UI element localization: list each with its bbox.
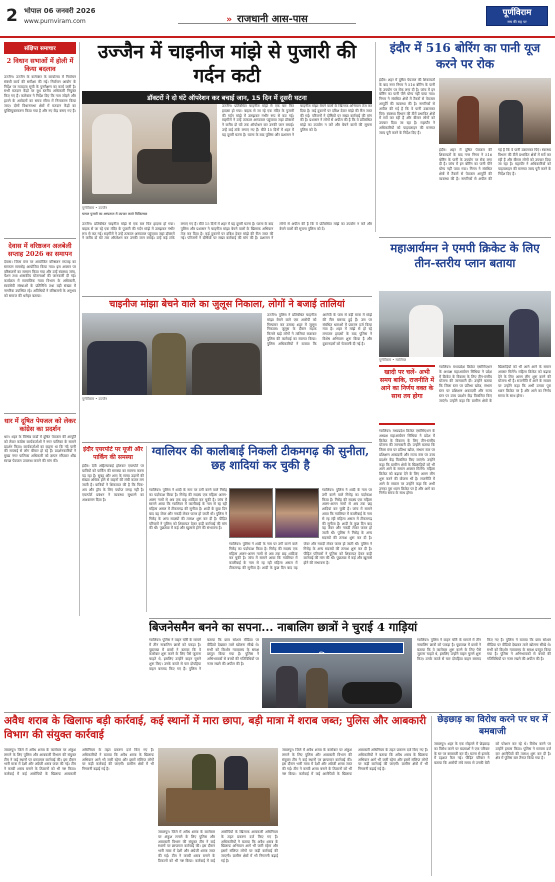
robbery-headline: बिजनेसमैन बनने का सपना... नाबालिग छात्रों ने चुराई 4 गाड़ियां bbox=[149, 620, 418, 634]
sidebar-headline: धार में दूषित पेयजल को लेकर कांग्रेस का प्रदर्शन bbox=[4, 417, 76, 433]
photo-credit: पूर्णविराम • ग्वालियर bbox=[379, 358, 407, 362]
section-title: राजधानी आस-पास bbox=[237, 14, 308, 24]
liquor-body-continued: जबलपुर। जिले में अवैध शराब के कारोबार पर अंकुश लगाने के लिए पुलिस और आबकारी विभाग की संयुक्त टीम ने कई स्थानों पर छापामार कार्रवाई की। इस दौरान भारी मात्रा में देशी और अंग्रेजी शराब जब्त की गई। टीम ने कच्ची शराब बनाने के ठिकानों को भी नष्ट किया। कार्रवाई में कई आरोपियों के खिलाफ आबकारी अधिनियम के तहत प्रकरण दर्ज किए गए हैं। अधिकारियों ने बताया कि अवैध शराब के खिलाफ अभियान आगे भी जारी रहेगा और इसमें संलिप्त लोगों पर कड़ी कार्रवाई की जाएगी। ग्रामीण क्षेत्रों में भी निगरानी बढ़ाई गई है। bbox=[158, 830, 278, 863]
lead-headline: उज्जैन में चाइनीज मांझे से पुजारी की गर्दन कटी bbox=[97, 41, 357, 87]
manjha-story bbox=[82, 298, 372, 438]
robbery-body-continued: ग्वालियर। पुलिस ने वाहन चोरी के मामले में तीन नाबालिग छात्रों को पकड़ा है। पूछताछ में छात्रों ने बताया कि वे कारोबार शुरू करने के लिए पैसे जुटाना चाहते थे, इसलिए उन्होंने वाहन चुराने शुरू किए। उनके कब्जे से चार दोपहिया वाहन बरामद किए गए हैं। पुलिस ने बताया कि छात्र सोशल मीडिया पर वीडियो देखकर ताले खोलना सीखे थे। सभी को किशोर न्यायालय के समक्ष प्रस्तुत किया गया है। पुलिस ने अभिभावकों से बच्चों की गतिविधियों पर नजर रखने की अपील की है। bbox=[417, 638, 551, 662]
speaker-figure bbox=[509, 309, 539, 357]
crowd-shape bbox=[87, 341, 147, 395]
column-divider bbox=[79, 42, 80, 616]
gwalior-body-continued: ग्वालियर। पुलिस ने शादी के नाम पर ठगी करने वाले गिरोह का पर्दाफाश किया है। गिरोह की सदस्य एक महिला अलग-अलग नामों से अब तक छह शादियां कर चुकी है। जांच में सामने आया कि ग्वालियर में कालीबाई के नाम से रह रही महिला असल में टीकमगढ़ की सुनीता है। शादी के कुछ दिन बाद वह जेवर और नकदी लेकर फरार हो जाती थी। पुलिस ने गिरोह के अन्य सदस्यों की तलाश शुरू कर दी है। पीड़ित परिवारों ने पुलिस को शिकायत देकर कड़ी कार्रवाई की मांग की थी। पूछताछ में कई और खुलासे होने की संभावना है। bbox=[229, 542, 372, 570]
liquor-seizure-photo bbox=[158, 748, 278, 826]
pull-quote-box bbox=[379, 365, 435, 425]
indore-story bbox=[379, 40, 551, 235]
cricket-body-continued: ग्वालियर। मध्यप्रदेश क्रिकेट एसोसिएशन के अध्यक्ष महाआर्यमन सिंधिया ने प्रदेश में क्रिकेट के विकास के लिए तीन-स्तरीय योजना की जानकारी दी। उन्होंने बताया कि जिला स्तर पर प्रतिभा खोज, संभाग स्तर पर प्रशिक्षण अकादमी और राज्य स्तर पर उच्च प्रदर्शन केंद्र विकसित किए जाएंगे। उन्होंने कहा कि ग्रामीण क्षेत्रों के खिलाड़ियों को भी आगे आने के समान अवसर मिलेंगे। महिला क्रिकेट को बढ़ावा देने के लिए अलग लीग शुरू करने की योजना भी है। राजनीति में आने के सवाल पर उन्होंने कहा कि अभी उनका पूरा ध्यान क्रिकेट पर है और आगे का निर्णय समय के साथ होगा। bbox=[439, 365, 551, 403]
manjha-headline: चाइनीज मांझा बेचने वाले का जुलूस निकाला, लोगों ने बजाई तालियां bbox=[109, 299, 345, 310]
sidebar-body: देवास। जिला स्तर पर आयोजित वरिष्ठजन सप्ताह का समापन समारोह आयोजित किया गया। इस अवसर पर वरिष्ठजनों का सम्मान किया गया और उन्हें स्वास्थ्य जांच, पेंशन तथा शासकीय योजनाओं की जानकारी दी गई। कार्यक्रम में सामाजिक न्याय विभाग के अधिकारी, स्वयंसेवी संस्थाओं के प्रतिनिधि तथा बड़ी संख्या में नागरिक उपस्थित रहे। अतिथियों ने वरिष्ठजनों के अनुभव को समाज की धरोहर बताया। bbox=[4, 260, 76, 298]
column-divider bbox=[375, 42, 376, 232]
column-divider bbox=[431, 716, 432, 876]
story-divider bbox=[149, 618, 551, 619]
lead-body-continued: उज्जैन। प्रतिबंधित चाइनीज मांझे से एक बार फिर हादसा हो गया। बाइक से जा रहे एक मंदिर के पुजारी की गर्दन मांझे में उलझकर गंभीर रूप से कट गई। राहगीरों ने उन्हें तत्काल अस्पताल पहुंचाया जहां डॉक्टरों ने करीब दो घंटे तक ऑपरेशन कर उनकी जान बचाई। उन्हें कई टांके लगाए गए हैं। बीते 15 दिनों में शहर में यह दूसरी घटना है। घटना के बाद पुलिस और प्रशासन ने चाइनीज मांझा बेचने वालों के खिलाफ अभियान तेज कर दिया है। कई दुकानों पर दबिश देकर मांझे की रील जब्त की गई। परिजनों ने दोषियों पर सख्त कार्रवाई की मांग की है। प्रशासन ने लोगों से अपील की है कि वे प्रतिबंधित मांझे का उपयोग न करें और बेचने वालों की सूचना पुलिस को दें। bbox=[82, 222, 372, 241]
liquor-headline: अवैध शराब के खिलाफ बड़ी कार्रवाई, कई स्थानों में मारा छापा, बड़ी मात्रा में शराब जब्त; पुलिस और आबकारी विभाग की संयुक्त कार्रवाई bbox=[4, 715, 427, 741]
story-divider bbox=[82, 296, 372, 297]
brand-logo: पूर्णविराम bbox=[502, 8, 532, 18]
sidebar-body: उज्जैन। उज्जैन के कलेक्टर के कार्यालय में निर्वाचन संबंधी कार्य की समीक्षा की गई। निर्वाचन आयोग के निर्देश पर मतदाता सूची के पुनरीक्षण का कार्य जारी है। सभी मतदान केंद्रों पर बूथ स्तरीय अधिकारी नियुक्त किए गए हैं। कलेक्टर ने निर्देश दिए कि नाम जोड़ने और हटाने के आवेदनों का समय सीमा में निराकरण किया जाए। दोनों विधानसभा क्षेत्रों में मतदान केंद्रों का युक्तियुक्तकरण किया गया है और नए केंद्र बनाए गए हैं। bbox=[4, 75, 76, 113]
sidebar-header: संक्षिप्त समाचार bbox=[4, 42, 76, 54]
harass-headline: छेड़छाड़ का विरोध करने पर घर में बमबाजी bbox=[437, 715, 548, 737]
manjha-body: उज्जैन। पुलिस ने प्रतिबंधित चाइनीज मांझा बेचने वाले एक आरोपी को गिरफ्तार कर उसका शहर में जुलूस निकाला। जुलूस के दौरान सड़क किनारे खड़े लोगों ने तालियां बजाकर पुलिस की कार्रवाई का स्वागत किया। पुलिस अधिकारियों ने बताया कि आरोपी के पास से बड़ी मात्रा में मांझे की रील बरामद हुई हैं। उस पर संबंधित धाराओं में प्रकरण दर्ज किया गया है। शहर में मांझे से हो रहे लगातार हादसों के बाद पुलिस ने विशेष अभियान शुरू किया है और दुकानदारों को चेतावनी दी गई है। bbox=[267, 313, 372, 346]
cricket-headline: महाआर्यमन ने एमपी क्रिकेट के लिए तीन-स्तरीय प्लान बताया bbox=[390, 241, 540, 270]
sidebar-headline: 2 विधान सभाओं में होली में किया बदलाव bbox=[6, 57, 74, 73]
brand-tagline: सच की राह पर bbox=[507, 20, 527, 24]
sidebar-headline: देवास में वरिष्ठजन अलबेली सप्ताह 2026 का समापन bbox=[7, 242, 73, 258]
sidebar-body: धार। शहर के विभिन्न वार्डों में दूषित पेयजल की आपूर्ति को लेकर कांग्रेस कार्यकर्ताओं ने नगर पालिका के सामने प्रदर्शन किया। कार्यकर्ताओं का कहना था कि गंदे पानी की सप्लाई से लोग बीमार हो रहे हैं। प्रदर्शनकारियों ने मुख्य नगर पालिका अधिकारी को ज्ञापन सौंपकर शीघ्र स्वच्छ पेयजल उपलब्ध कराने की मांग की। bbox=[4, 435, 76, 463]
indore-sub-body: इंदौर। देवी अहिल्याबाई होलकर एयरपोर्ट पर यात्रियों को पार्किंग की समस्या का सामना करना पड़ रहा है। सुबह और शाम के समय उड़ानों की संख्या अधिक होने से वाहनों की लंबी कतार लग जाती है। यात्रियों ने शिकायत की है कि पिक-अप और ड्रॉप के लिए पर्याप्त जगह नहीं है। एयरपोर्ट प्रबंधन ने व्यवस्था सुधारने का आश्वासन दिया है। bbox=[82, 464, 144, 502]
lead-photo bbox=[82, 104, 217, 204]
water-photo bbox=[439, 78, 551, 144]
liquor-story bbox=[4, 714, 428, 878]
gwalior-body-side: ग्वालियर। पुलिस ने शादी के नाम पर ठगी करने वाले गिरोह का पर्दाफाश किया है। गिरोह की सदस्य एक महिला अलग-अलग नामों से अब तक छह शादियां कर चुकी है। जांच में सामने आया कि ग्वालियर में कालीबाई के नाम से रह रही महिला असल में टीकमगढ़ की सुनीता है। शादी के कुछ दिन बाद वह जेवर और नकदी लेकर फरार हो जाती थी। पुलिस ने गिरोह के अन्य सदस्यों की तलाश शुरू कर दी है। bbox=[322, 488, 372, 540]
column-divider bbox=[146, 446, 147, 612]
crowd-shape bbox=[192, 343, 260, 395]
robbery-story bbox=[149, 620, 551, 710]
website: www.purnviram.com bbox=[24, 18, 86, 25]
indore-body: इंदौर। शहर में दूषित पेयजल की शिकायतों के बाद नगर निगम ने 516 बोरिंग के पानी के उपयोग पर रोक लगा दी है। जांच में इन बोरिंग का पानी पीने योग्य नहीं पाया गया। निगम ने संबंधित क्षेत्रों में टैंकरों से पेयजल आपूर्ति की व्यवस्था की है। नागरिकों से अपील की गई है कि वे पानी उबालकर पिएं। स्वास्थ्य विभाग की टीमें प्रभावित क्षेत्रों में सर्वे कर रही हैं और बीमार लोगों को उपचार दिया जा रहा है। महापौर ने अधिकारियों को पाइपलाइन की मरम्मत जल्द पूरी करने के निर्देश दिए हैं। bbox=[379, 78, 435, 135]
indore-headline: इंदौर में 516 बोरिंग का पानी यूज करने पर रोक bbox=[389, 41, 541, 71]
story-divider bbox=[379, 237, 551, 238]
lead-story bbox=[82, 40, 372, 332]
photo-caption: घायल पुजारी का अस्पताल में उपचार करते चिकित्सक bbox=[82, 212, 148, 216]
portrait-photo bbox=[229, 488, 273, 538]
chevron-right-icon: » bbox=[226, 15, 233, 24]
gwalior-story bbox=[149, 444, 372, 616]
person-figure bbox=[276, 666, 298, 708]
procession-photo bbox=[82, 313, 262, 395]
page-number: 2 bbox=[6, 6, 18, 26]
lead-body: उज्जैन। प्रतिबंधित चाइनीज मांझे से एक बार फिर हादसा हो गया। बाइक से जा रहे एक मंदिर के पुजारी की गर्दन मांझे में उलझकर गंभीर रूप से कट गई। राहगीरों ने उन्हें तत्काल अस्पताल पहुंचाया जहां डॉक्टरों ने करीब दो घंटे तक ऑपरेशन कर उनकी जान बचाई। उन्हें कई टांके लगाए गए हैं। बीते 15 दिनों में शहर में यह दूसरी घटना है। घटना के बाद पुलिस और प्रशासन ने चाइनीज मांझा बेचने वालों के खिलाफ अभियान तेज कर दिया है। कई दुकानों पर दबिश देकर मांझे की रील जब्त की गई। परिजनों ने दोषियों पर सख्त कार्रवाई की मांग की है। प्रशासन ने लोगों से अपील की है कि वे प्रतिबंधित मांझे का उपयोग न करें और बेचने वालों की सूचना पुलिस को दें। bbox=[222, 104, 372, 137]
portrait-photo bbox=[275, 488, 319, 538]
robbery-body: ग्वालियर। पुलिस ने वाहन चोरी के मामले में तीन नाबालिग छात्रों को पकड़ा है। पूछताछ में छात्रों ने बताया कि वे कारोबार शुरू करने के लिए पैसे जुटाना चाहते थे, इसलिए उन्होंने वाहन चुराने शुरू किए। उनके कब्जे से चार दोपहिया वाहन बरामद किए गए हैं। पुलिस ने बताया कि छात्र सोशल मीडिया पर वीडियो देखकर ताले खोलना सीखे थे। सभी को किशोर न्यायालय के समक्ष प्रस्तुत किया गया है। पुलिस ने अभिभावकों से बच्चों की गतिविधियों पर नजर रखने की अपील की है। bbox=[149, 638, 259, 671]
speaker-figure bbox=[409, 305, 443, 357]
person-figure bbox=[499, 100, 523, 144]
brand-logo-box bbox=[486, 6, 548, 26]
bottle-crates-shape bbox=[166, 788, 270, 822]
photo-credit: पूर्णविराम • उज्जैन bbox=[82, 397, 108, 401]
masthead bbox=[0, 0, 555, 38]
cricket-story bbox=[379, 241, 551, 616]
story-divider bbox=[82, 442, 372, 443]
lead-subhead: डॉक्टरों ने दो घंटे ऑपरेशन कर बचाई जान, 15 दिन में दूसरी घटना bbox=[82, 91, 372, 104]
brief-news-sidebar bbox=[4, 42, 76, 622]
station-sign bbox=[270, 642, 404, 654]
gwalior-headline: ग्वालियर की कालीबाई निकली टीकमगढ़ की सुनीता, छह शादियां कर चुकी है bbox=[151, 444, 370, 472]
station-sign-text bbox=[315, 652, 359, 654]
person-figure bbox=[457, 96, 479, 144]
indore-sub-headline: इंदौर एयरपोर्ट पर यूजी और पार्किंग की समस्या bbox=[83, 446, 143, 461]
gwalior-body: ग्वालियर। पुलिस ने शादी के नाम पर ठगी करने वाले गिरोह का पर्दाफाश किया है। गिरोह की सदस्य एक महिला अलग-अलग नामों से अब तक छह शादियां कर चुकी है। जांच में सामने आया कि ग्वालियर में कालीबाई के नाम से रह रही महिला असल में टीकमगढ़ की सुनीता है। शादी के कुछ दिन बाद वह जेवर और नकदी लेकर फरार हो जाती थी। पुलिस ने गिरोह के अन्य सदस्यों की तलाश शुरू कर दी है। पीड़ित परिवारों ने पुलिस को शिकायत देकर कड़ी कार्रवाई की मांग की थी। पूछताछ में कई और खुलासे होने की संभावना है। bbox=[149, 488, 227, 531]
liquor-body-side: जबलपुर। जिले में अवैध शराब के कारोबार पर अंकुश लगाने के लिए पुलिस और आबकारी विभाग की संयुक्त टीम ने कई स्थानों पर छापामार कार्रवाई की। इस दौरान भारी मात्रा में देशी और अंग्रेजी शराब जब्त की गई। टीम ने कच्ची शराब बनाने के ठिकानों को भी नष्ट किया। कार्रवाई में कई आरोपियों के खिलाफ आबकारी अधिनियम के तहत प्रकरण दर्ज किए गए हैं। अधिकारियों ने बताया कि अवैध शराब के खिलाफ अभियान आगे भी जारी रहेगा और इसमें संलिप्त लोगों पर कड़ी कार्रवाई की जाएगी। ग्रामीण क्षेत्रों में भी निगरानी बढ़ाई गई है। bbox=[282, 748, 428, 776]
person-figure bbox=[306, 668, 328, 708]
cricket-photo bbox=[379, 291, 551, 357]
pull-quote: खादी पर चलें- अभी समय बाकि, राजनीति में आने का निर्णय वक्त के साथ तय होगा bbox=[379, 369, 435, 400]
edition-line: भोपाल 06 जनवरी 2026 bbox=[24, 7, 96, 15]
officer-figure bbox=[192, 754, 216, 790]
section-banner bbox=[178, 7, 356, 24]
indore-body-continued: इंदौर। शहर में दूषित पेयजल की शिकायतों के बाद नगर निगम ने 516 बोरिंग के पानी के उपयोग पर रोक लगा दी है। जांच में इन बोरिंग का पानी पीने योग्य नहीं पाया गया। निगम ने संबंधित क्षेत्रों में टैंकरों से पेयजल आपूर्ति की व्यवस्था की है। नागरिकों से अपील की गई है कि वे पानी उबालकर पिएं। स्वास्थ्य विभाग की टीमें प्रभावित क्षेत्रों में सर्वे कर रही हैं और बीमार लोगों को उपचार दिया जा रहा है। महापौर ने अधिकारियों को पाइपलाइन की मरम्मत जल्द पूरी करने के निर्देश दिए हैं। bbox=[439, 148, 551, 181]
motorcycle-shape bbox=[342, 682, 402, 704]
cricket-body: ग्वालियर। मध्यप्रदेश क्रिकेट एसोसिएशन के अध्यक्ष महाआर्यमन सिंधिया ने प्रदेश में क्रिकेट के विकास के लिए तीन-स्तरीय योजना की जानकारी दी। उन्होंने बताया कि जिला स्तर पर प्रतिभा खोज, संभाग स्तर पर प्रशिक्षण अकादमी और राज्य स्तर पर उच्च प्रदर्शन केंद्र विकसित किए जाएंगे। उन्होंने कहा कि ग्रामीण क्षेत्रों के खिलाड़ियों को भी आगे आने के समान अवसर मिलेंगे। महिला क्रिकेट को बढ़ावा देने के लिए अलग लीग शुरू करने की योजना भी है। राजनीति में आने के सवाल पर उन्होंने कहा कि अभी उनका पूरा ध्यान क्रिकेट पर है और आगे का निर्णय समय के साथ होगा। bbox=[379, 429, 435, 496]
liquor-body: जबलपुर। जिले में अवैध शराब के कारोबार पर अंकुश लगाने के लिए पुलिस और आबकारी विभाग की संयुक्त टीम ने कई स्थानों पर छापामार कार्रवाई की। इस दौरान भारी मात्रा में देशी और अंग्रेजी शराब जब्त की गई। टीम ने कच्ची शराब बनाने के ठिकानों को भी नष्ट किया। कार्रवाई में कई आरोपियों के खिलाफ आबकारी अधिनियम के तहत प्रकरण दर्ज किए गए हैं। अधिकारियों ने बताया कि अवैध शराब के खिलाफ अभियान आगे भी जारी रहेगा और इसमें संलिप्त लोगों पर कड़ी कार्रवाई की जाएगी। ग्रामीण क्षेत्रों में भी निगरानी बढ़ाई गई है। bbox=[4, 748, 154, 776]
indore-sub-story bbox=[82, 446, 144, 616]
harass-story bbox=[434, 714, 551, 878]
podium-shape bbox=[454, 325, 504, 357]
doctor-figure bbox=[172, 112, 210, 162]
story-divider bbox=[4, 712, 551, 713]
harass-body: जबलपुर। शहर के एक मोहल्ले में छेड़छाड़ का विरोध करने पर बदमाशों ने एक परिवार के घर पर बमबाजी कर दी। घटना से इलाके में दहशत फैल गई। पीड़ित परिवार ने बताया कि आरोपी लंबे समय से उनकी बेटी को परेशान कर रहे थे। विरोध करने पर उन्होंने हमला किया। पुलिस ने मामला दर्ज कर आरोपियों की तलाश शुरू कर दी है। क्षेत्र में पुलिस बल तैनात किया गया है। bbox=[434, 742, 551, 766]
police-figure bbox=[152, 333, 186, 395]
doctor-figure bbox=[92, 114, 132, 194]
police-station-photo bbox=[262, 638, 412, 708]
photo-credit: पूर्णविराम • उज्जैन bbox=[82, 206, 108, 210]
officer-figure bbox=[224, 756, 248, 790]
